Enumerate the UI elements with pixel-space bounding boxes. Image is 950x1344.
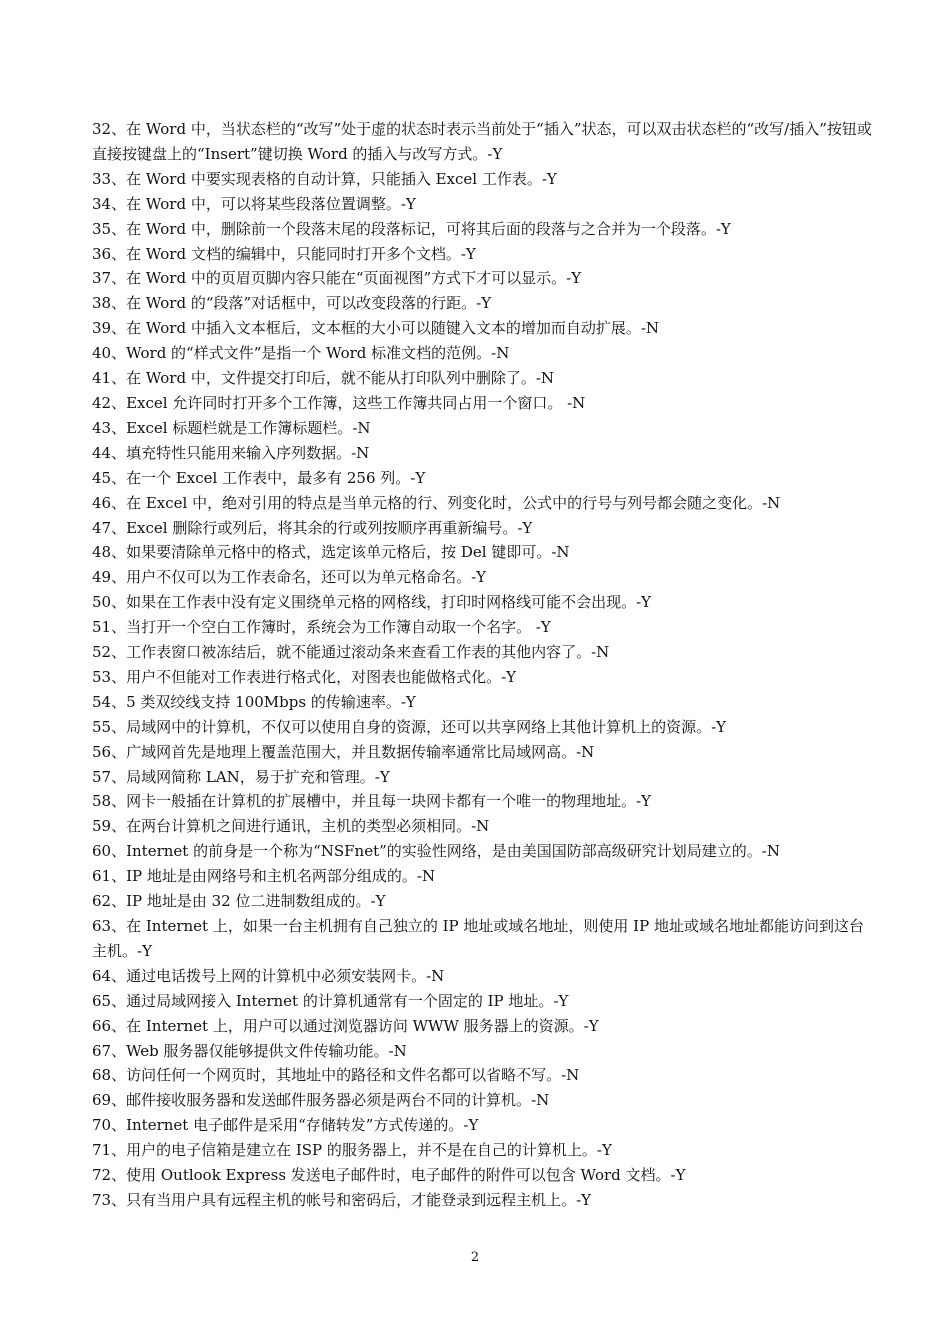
question-item: 50、如果在工作表中没有定义围绕单元格的网格线，打印时网格线可能不会出现。-Y [92, 593, 652, 612]
question-item: 71、用户的电子信箱是建立在 ISP 的服务器上，并不是在自己的计算机上。-Y [92, 1141, 612, 1160]
question-item: 32、在 Word 中，当状态栏的“改写”处于虚的状态时表示当前处于“插入”状态，可以双击状态栏的“改写/插入”按钮或直接按键盘上的“Insert”键切换 Word 的插入与改写方式。-Y [92, 120, 872, 163]
question-item: 67、Web 服务器仅能够提供文件传输功能。-N [92, 1041, 407, 1060]
question-item: 52、工作表窗口被冻结后，就不能通过滚动条来查看工作表的其他内容了。-N [92, 643, 610, 662]
question-item: 49、用户不仅可以为工作表命名，还可以为单元格命名。-Y [92, 568, 487, 587]
question-item: 66、在 Internet 上，用户可以通过浏览器访问 WWW 服务器上的资源。-Y [92, 1016, 599, 1035]
question-item: 56、广域网首先是地理上覆盖范围大，并且数据传输率通常比局域网高。-N [92, 742, 595, 761]
question-item: 38、在 Word 的“段落”对话框中，可以改变段落的行距。-Y [92, 294, 492, 313]
question-item: 48、如果要清除单元格中的格式，选定该单元格后，按 Del 键即可。-N [92, 543, 570, 562]
question-item: 45、在一个 Excel 工作表中，最多有 256 列。-Y [92, 468, 426, 487]
question-item: 62、IP 地址是由 32 位二进制数组成的。-Y [92, 892, 386, 911]
question-item: 42、Excel 允许同时打开多个工作簿，这些工作簿共同占用一个窗口。 -N [92, 393, 586, 412]
question-item: 54、5 类双绞线支持 100Mbps 的传输速率。-Y [92, 692, 416, 711]
question-item: 35、在 Word 中，删除前一个段落末尾的段落标记，可将其后面的段落与之合并为一个段落。-Y [92, 219, 731, 238]
question-item: 70、Internet 电子邮件是采用“存储转发”方式传递的。-Y [92, 1116, 479, 1135]
question-item: 44、填充特性只能用来输入序列数据。-N [92, 443, 370, 462]
question-item: 51、当打开一个空白工作簿时，系统会为工作簿自动取一个名字。 -Y [92, 618, 551, 637]
question-item: 59、在两台计算机之间进行通讯，主机的类型必须相同。-N [92, 817, 490, 836]
question-item: 58、网卡一般插在计算机的扩展槽中，并且每一块网卡都有一个唯一的物理地址。-Y [92, 792, 652, 811]
question-item: 57、局域网简称 LAN，易于扩充和管理。-Y [92, 767, 390, 786]
question-item: 36、在 Word 文档的编辑中，只能同时打开多个文档。-Y [92, 244, 476, 263]
question-item: 68、访问任何一个网页时，其地址中的路径和文件名都可以省略不写。-N [92, 1066, 580, 1085]
question-item: 40、Word 的“样式文件”是指一个 Word 标准文档的范例。-N [92, 344, 510, 363]
question-item: 47、Excel 删除行或列后，将其余的行或列按顺序再重新编号。-Y [92, 518, 533, 537]
question-item: 43、Excel 标题栏就是工作簿标题栏。-N [92, 418, 371, 437]
question-item: 64、通过电话拨号上网的计算机中必须安装网卡。-N [92, 966, 445, 985]
question-item: 63、在 Internet 上，如果一台主机拥有自己独立的 IP 地址或域名地址，则使用 IP 地址或域名地址都能访问到这台主机。-Y [92, 917, 864, 960]
question-item: 69、邮件接收服务器和发送邮件服务器必须是两台不同的计算机。-N [92, 1091, 550, 1110]
question-item: 39、在 Word 中插入文本框后，文本框的大小可以随键入文本的增加而自动扩展。-N [92, 319, 660, 338]
question-item: 37、在 Word 中的页眉页脚内容只能在“页面视图”方式下才可以显示。-Y [92, 269, 582, 288]
question-item: 33、在 Word 中要实现表格的自动计算，只能插入 Excel 工作表。-Y [92, 169, 557, 188]
question-item: 53、用户不但能对工作表进行格式化，对图表也能做格式化。-Y [92, 667, 517, 686]
question-item: 65、通过局域网接入 Internet 的计算机通常有一个固定的 IP 地址。-Y [92, 991, 569, 1010]
question-item: 41、在 Word 中，文件提交打印后，就不能从打印队列中删除了。-N [92, 369, 555, 388]
question-list [92, 117, 872, 1213]
question-item: 46、在 Excel 中，绝对引用的特点是当单元格的行、列变化时，公式中的行号与列号都会随之变化。-N [92, 493, 781, 512]
question-item: 55、局域网中的计算机，不仅可以使用自身的资源，还可以共享网络上其他计算机上的资源。-Y [92, 717, 727, 736]
question-item: 60、Internet 的前身是一个称为“NSFnet”的实验性网络，是由美国国防部高级研究计划局建立的。-N [92, 842, 780, 861]
question-item: 34、在 Word 中，可以将某些段落位置调整。-Y [92, 194, 416, 213]
page-number: 2 [470, 1250, 480, 1265]
question-item: 72、使用 Outlook Express 发送电子邮件时，电子邮件的附件可以包含 Word 文档。-Y [92, 1166, 686, 1185]
question-item: 73、只有当用户具有远程主机的帐号和密码后，才能登录到远程主机上。-Y [92, 1190, 592, 1209]
question-item: 61、IP 地址是由网络号和主机名两部分组成的。-N [92, 867, 436, 886]
